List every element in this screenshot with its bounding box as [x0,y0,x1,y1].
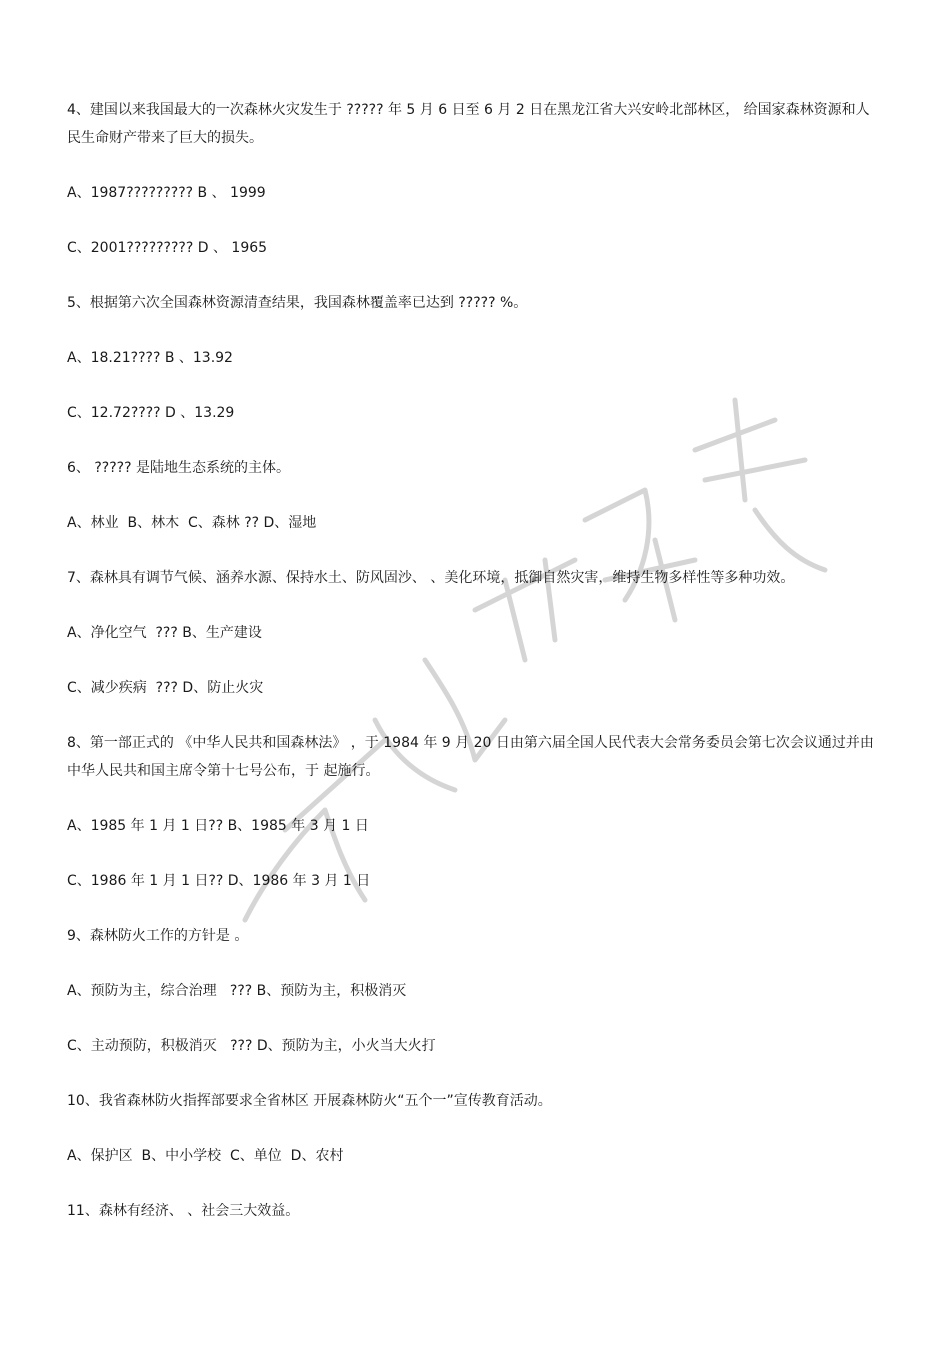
question-11 [67,1197,877,1225]
option-line: A、预防为主，综合治理 ??? B、预防为主，积极消灭 [67,983,407,999]
question-stem: 6、 ????? 是陆地生态系统的主体。 [67,460,290,476]
option-line: A、1987????????? B 、 1999 [67,185,266,201]
option-line: A、林业 B、林木 C、森林 ?? D、湿地 [67,515,317,531]
option-line: C、1986 年 1 月 1 日?? D、1986 年 3 月 1 日 [67,873,371,889]
question-stem: 11、森林有经济、 、社会三大效益。 [67,1203,300,1219]
question-7 [67,564,877,702]
option-line: C、减少疾病 ??? D、防止火灾 [67,680,264,696]
option-line: A、保护区 B、中小学校 C、单位 D、农村 [67,1148,344,1164]
question-8 [67,729,877,895]
question-stem: 4、建国以来我国最大的一次森林火灾发生于 ????? 年 5 月 6 日至 6 月 2 日在黑龙江省大兴安岭北部林区， 给国家森林资源和人民生命财产带来了巨大的损失。 [67,102,870,146]
question-5 [67,289,877,427]
question-9 [67,922,877,1060]
option-line: C、2001????????? D 、 1965 [67,240,268,256]
question-6 [67,454,877,537]
question-10 [67,1087,877,1170]
question-stem: 5、根据第六次全国森林资源清查结果，我国森林覆盖率已达到 ????? %。 [67,295,528,311]
option-line: A、1985 年 1 月 1 日?? B、1985 年 3 月 1 日 [67,818,369,834]
question-stem: 8、第一部正式的 《中华人民共和国森林法》 ，于 1984 年 9 月 20 日由第六届全国人民代表大会常务委员会第七次会议通过并由中华人民共和国主席令第十七号公布，于 起施行。 [67,735,874,779]
option-line: C、12.72???? D 、13.29 [67,405,235,421]
option-line: A、18.21???? B 、13.92 [67,350,233,366]
question-stem: 9、森林防火工作的方针是 。 [67,928,249,944]
question-stem: 10、我省森林防火指挥部要求全省林区 开展森林防火“五个一”宣传教育活动。 [67,1093,552,1109]
option-line: C、主动预防，积极消灭 ??? D、预防为主，小火当大火打 [67,1038,436,1054]
question-4 [67,96,877,262]
question-list [67,96,877,1252]
question-stem: 7、森林具有调节气候、涵养水源、保持水土、防风固沙、 、美化环境，抵御自然灾害，维持生物多样性等多种功效。 [67,570,795,586]
option-line: A、净化空气 ??? B、生产建设 [67,625,262,641]
